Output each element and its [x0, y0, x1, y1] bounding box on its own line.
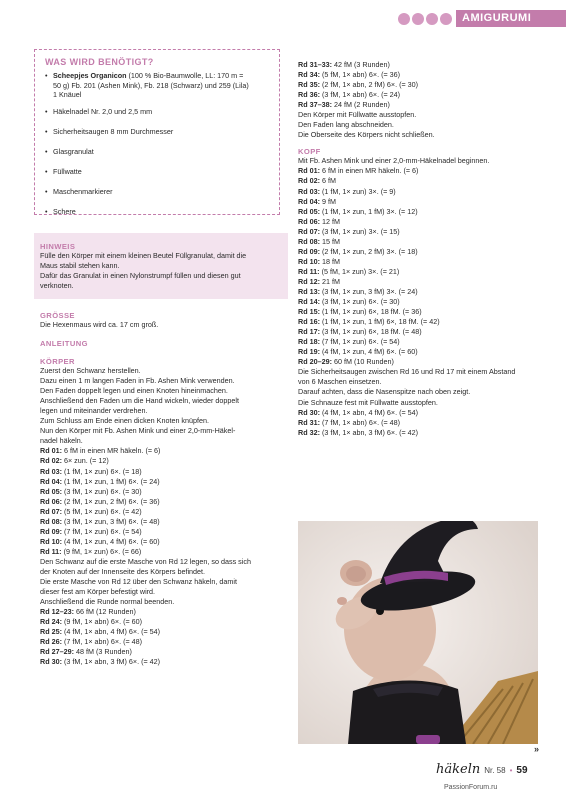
instruction-line: von 6 Maschen einsetzen.	[298, 377, 382, 387]
round-label: Rd 01:	[40, 446, 62, 456]
instruction-line: Anschließend die Runde normal beenden.	[40, 597, 175, 607]
round-row	[298, 217, 532, 227]
round-row	[298, 307, 532, 317]
round-label: Rd 25:	[40, 627, 62, 637]
round-row	[40, 617, 286, 627]
round-label: Rd 27–29:	[40, 647, 74, 657]
round-instruction: 6 fM	[319, 176, 336, 186]
round-label: Rd 12:	[298, 276, 320, 286]
round-row	[40, 477, 286, 487]
round-label: Rd 35:	[298, 80, 320, 90]
round-row	[40, 537, 286, 547]
round-label: Rd 03:	[298, 186, 320, 196]
round-label: Rd 03:	[40, 466, 62, 476]
round-row	[298, 60, 532, 70]
round-instruction: 21 fM	[319, 276, 340, 286]
instruction-line: Zum Schluss am Ende einen dicken Knoten knüpfen.	[40, 416, 210, 426]
round-label: Rd 05:	[298, 206, 320, 216]
materials-item: • Häkelnadel Nr. 2,0 und 2,5 mm	[45, 107, 271, 117]
round-row	[298, 347, 532, 357]
witch-mouse-illustration	[298, 521, 538, 744]
instruction-line: Den Faden doppelt legen und einen Knoten hineinmachen.	[40, 386, 228, 396]
round-label: Rd 12–23:	[40, 607, 74, 617]
round-row	[40, 657, 286, 667]
round-row	[298, 327, 532, 337]
round-row	[40, 456, 286, 466]
instruction-line: Die Schnauze fest mit Füllwatte ausstopfen.	[298, 397, 438, 407]
body-intro	[40, 366, 286, 446]
round-instruction: (9 fM, 1× abn) 6×. (= 60)	[61, 617, 143, 627]
round-instruction: 6× zun. (= 12)	[61, 456, 109, 466]
instruction-line: der Knoten auf der Innenseite des Körpers befindet.	[40, 566, 206, 576]
round-row	[40, 517, 286, 527]
round-label: Rd 01:	[298, 166, 320, 176]
left-column	[40, 311, 286, 667]
round-instruction: (1 fM, 1× zun, 1 fM) 3×. (= 12)	[319, 206, 418, 216]
round-instruction: (4 fM, 1× abn, 4 fM) 6×. (= 54)	[61, 627, 161, 637]
round-instruction: (3 fM, 1× zun, 3 fM) 6×. (= 48)	[61, 516, 160, 526]
page-number: 59	[516, 765, 528, 776]
materials-item: • Glasgranulat	[45, 147, 271, 157]
round-label: Rd 08:	[40, 516, 62, 526]
round-instruction: (7 fM, 1× abn) 6×. (= 48)	[319, 417, 401, 427]
round-row	[40, 607, 286, 617]
round-instruction: (4 fM, 1× zun, 4 fM) 6×. (= 60)	[61, 536, 160, 546]
round-row	[298, 418, 532, 428]
round-label: Rd 34:	[298, 70, 320, 80]
materials-list	[45, 71, 271, 216]
round-row	[298, 207, 532, 217]
instruction-line: nadel häkeln.	[40, 436, 83, 446]
yarn-desc-1: (100 % Bio-Baumwolle, LL: 170 m =	[126, 71, 244, 80]
round-label: Rd 07:	[298, 226, 320, 236]
round-label: Rd 24:	[40, 617, 62, 627]
watermark: PassionForum.ru	[444, 784, 498, 791]
instruction-line: Den Körper mit Füllwatte ausstopfen.	[298, 110, 417, 120]
instruction-line: Nun den Körper mit Fb. Ashen Mink und einer 2,0-mm-Häkel-	[40, 426, 236, 436]
round-instruction: 12 fM	[319, 216, 340, 226]
round-instruction: (3 fM, 1× zun) 6×, 18 fM. (= 48)	[319, 327, 422, 337]
round-row	[40, 647, 286, 657]
materials-item: • Sicherheitsaugen 8 mm Durchmesser	[45, 127, 271, 137]
hint-title: HINWEIS	[40, 242, 76, 251]
instruction-line: Darauf achten, dass die Nasenspitze nach oben zeigt.	[298, 387, 471, 397]
round-instruction: (1 fM, 1× zun, 1 fM) 6×. (= 24)	[61, 476, 160, 486]
body-rows-2	[40, 607, 286, 667]
instruction-line: Die Oberseite des Körpers nicht schließen.	[298, 130, 435, 140]
round-instruction: (3 fM, 1× zun, 3 fM) 3×. (= 24)	[319, 286, 418, 296]
round-row	[298, 267, 532, 277]
round-label: Rd 32:	[298, 427, 320, 437]
body-rows-1	[40, 446, 286, 557]
round-instruction: (3 fM, 1× abn) 6×. (= 24)	[319, 90, 401, 100]
round-instruction: (7 fM, 1× zun) 6×. (= 54)	[61, 526, 142, 536]
body-end-note	[298, 110, 532, 140]
round-row	[298, 237, 532, 247]
round-instruction: (1 fM, 1× zun, 1 fM) 6×, 18 fM. (= 42)	[319, 317, 440, 327]
round-row	[298, 428, 532, 438]
round-instruction: 60 fM (10 Runden)	[331, 357, 394, 367]
round-label: Rd 10:	[298, 256, 320, 266]
instruction-line: Anschließend den Faden um die Hand wickeln, wieder doppelt	[40, 396, 239, 406]
instruction-line: Dazu einen 1 m langen Faden in Fb. Ashen Mink verwenden.	[40, 376, 235, 386]
hint-box	[34, 233, 288, 299]
round-row	[298, 317, 532, 327]
instruction-line: Die erste Masche von Rd 12 über den Schwanz häkeln, damit	[40, 577, 237, 587]
instruction-line: Mit Fb. Ashen Mink und einer 2,0-mm-Häkelnadel beginnen.	[298, 156, 490, 166]
section-dot	[412, 13, 424, 25]
right-column	[298, 60, 532, 438]
round-instruction: 42 fM (3 Runden)	[331, 60, 390, 69]
round-row	[298, 90, 532, 100]
round-label: Rd 02:	[40, 456, 62, 466]
round-instruction: (3 fM, 1× zun) 3×. (= 15)	[319, 226, 400, 236]
round-instruction: 9 fM	[319, 196, 336, 206]
size-title: GRÖSSE	[40, 311, 75, 320]
round-label: Rd 36:	[298, 90, 320, 100]
round-instruction: 15 fM	[319, 236, 340, 246]
round-label: Rd 14:	[298, 297, 320, 307]
materials-item: • Füllwatte	[45, 167, 271, 177]
round-label: Rd 31–33:	[298, 60, 332, 69]
round-label: Rd 10:	[40, 536, 62, 546]
round-instruction: (3 fM, 1× zun) 6×. (= 30)	[319, 297, 400, 307]
round-label: Rd 26:	[40, 637, 62, 647]
head-eyes-note	[298, 367, 532, 407]
materials-title: WAS WIRD BENÖTIGT?	[45, 57, 154, 67]
round-instruction: (7 fM, 1× zun) 6×. (= 54)	[319, 337, 400, 347]
round-label: Rd 30:	[298, 407, 320, 417]
body-rows-3	[298, 60, 532, 110]
round-row	[298, 257, 532, 267]
issue-number: Nr. 58	[484, 766, 506, 775]
head-title: KOPF	[298, 147, 321, 157]
round-label: Rd 04:	[40, 476, 62, 486]
round-instruction: (1 fM, 1× zun) 6×. (= 18)	[61, 466, 142, 476]
round-row	[40, 497, 286, 507]
hint-text-line: verknoten.	[40, 281, 74, 290]
head-rows-1	[298, 166, 532, 367]
round-label: Rd 06:	[40, 496, 62, 506]
round-row	[40, 446, 286, 456]
round-row	[298, 70, 532, 80]
round-label: Rd 15:	[298, 307, 320, 317]
round-row	[298, 80, 532, 90]
round-row	[298, 408, 532, 418]
round-row	[40, 627, 286, 637]
section-dot	[398, 13, 410, 25]
round-label: Rd 11:	[40, 546, 62, 556]
footer-separator: •	[509, 766, 513, 775]
round-row	[298, 357, 532, 367]
round-label: Rd 08:	[298, 236, 320, 246]
round-row	[40, 507, 286, 517]
round-instruction: (5 fM, 1× zun) 6×. (= 42)	[61, 506, 142, 516]
round-row	[298, 100, 532, 110]
section-dots	[398, 13, 452, 25]
round-label: Rd 18:	[298, 337, 320, 347]
round-label: Rd 37–38:	[298, 100, 332, 110]
hint-text-line: Dafür das Granulat in einen Nylonstrumpf füllen und diesen gut	[40, 271, 241, 280]
head-intro	[298, 156, 532, 166]
round-label: Rd 02:	[298, 176, 320, 186]
round-instruction: (2 fM, 1× abn, 2 fM) 6×. (= 30)	[319, 80, 419, 90]
yarn-desc-3: 1 Knäuel	[53, 90, 82, 99]
round-label: Rd 09:	[40, 526, 62, 536]
instruction-line: Die Sicherheitsaugen zwischen Rd 16 und Rd 17 mit einem Abstand	[298, 367, 516, 377]
instruction-line: legen und miteinander verdrehen.	[40, 406, 148, 416]
round-instruction: 6 fM in einen MR häkeln. (= 6)	[319, 166, 419, 176]
round-label: Rd 31:	[298, 417, 320, 427]
round-instruction: (9 fM, 1× zun) 6×. (= 66)	[61, 546, 142, 556]
round-instruction: (4 fM, 1× zun, 4 fM) 6×. (= 60)	[319, 347, 418, 357]
round-row	[298, 297, 532, 307]
round-instruction: (3 fM, 1× abn, 3 fM) 6×. (= 42)	[61, 657, 161, 667]
head-rows-2	[298, 408, 532, 438]
round-label: Rd 09:	[298, 246, 320, 256]
round-instruction: (1 fM, 1× zun) 3×. (= 9)	[319, 186, 396, 196]
round-label: Rd 11:	[298, 266, 320, 276]
yarn-desc-2: 50 g) Fb. 201 (Ashen Mink), Fb. 218 (Schwarz) und 259 (Lila)	[53, 80, 249, 90]
round-row	[298, 176, 532, 186]
instruction-line: Den Schwanz auf die erste Masche von Rd 12 legen, so dass sich	[40, 556, 251, 566]
hint-text-line: Maus stabil stehen kann.	[40, 261, 120, 270]
round-row	[298, 187, 532, 197]
instructions-title: ANLEITUNG	[40, 339, 88, 349]
round-instruction: (2 fM, 1× zun, 2 fM) 3×. (= 18)	[319, 246, 418, 256]
round-label: Rd 13:	[298, 286, 320, 296]
round-label: Rd 05:	[40, 486, 62, 496]
round-label: Rd 20–29:	[298, 357, 332, 367]
round-row	[298, 277, 532, 287]
round-instruction: (3 fM, 1× abn, 3 fM) 6×. (= 42)	[319, 427, 419, 437]
hint-text-line: Fülle den Körper mit einem kleinen Beutel Füllgranulat, damit die	[40, 251, 247, 260]
round-row	[298, 247, 532, 257]
round-row	[40, 637, 286, 647]
round-row	[298, 166, 532, 176]
round-instruction: 24 fM (2 Runden)	[331, 100, 390, 110]
round-instruction: 18 fM	[319, 256, 340, 266]
round-instruction: (3 fM, 1× zun) 6×. (= 30)	[61, 486, 142, 496]
round-label: Rd 07:	[40, 506, 62, 516]
materials-box	[34, 49, 280, 215]
round-instruction: (5 fM, 1× zun) 3×. (= 21)	[319, 266, 400, 276]
section-dot	[426, 13, 438, 25]
materials-item: • Maschenmarkierer	[45, 187, 271, 197]
section-header-bar	[456, 10, 566, 27]
magazine-logo: häkeln	[436, 762, 481, 777]
round-row	[40, 527, 286, 537]
materials-item-yarn	[45, 71, 271, 100]
continue-arrow: »	[534, 744, 540, 754]
round-label: Rd 04:	[298, 196, 320, 206]
amigurumi-photo	[298, 521, 538, 744]
round-instruction: 6 fM in einen MR häkeln. (= 6)	[61, 446, 161, 456]
round-instruction: (1 fM, 1× zun) 6×, 18 fM. (= 36)	[319, 307, 422, 317]
round-instruction: (5 fM, 1× abn) 6×. (= 36)	[319, 70, 401, 80]
round-instruction: (2 fM, 1× zun, 2 fM) 6×. (= 36)	[61, 496, 160, 506]
round-row	[40, 487, 286, 497]
round-row	[40, 467, 286, 477]
round-row	[298, 197, 532, 207]
round-row	[298, 337, 532, 347]
round-label: Rd 16:	[298, 317, 320, 327]
yarn-brand: Scheepjes Organicon	[53, 71, 127, 80]
page-footer	[436, 762, 528, 777]
materials-item: • Schere	[45, 207, 271, 217]
body-tail-note	[40, 557, 286, 607]
instruction-line: Zuerst den Schwanz herstellen.	[40, 366, 141, 376]
round-label: Rd 17:	[298, 327, 320, 337]
size-text: Die Hexenmaus wird ca. 17 cm groß.	[40, 320, 159, 329]
instruction-line: dieser fest am Körper befestigt wird.	[40, 587, 156, 597]
round-instruction: 48 fM (3 Runden)	[73, 647, 132, 657]
round-label: Rd 19:	[298, 347, 320, 357]
round-row	[40, 547, 286, 557]
round-instruction: (7 fM, 1× abn) 6×. (= 48)	[61, 637, 143, 647]
round-instruction: (4 fM, 1× abn, 4 fM) 6×. (= 54)	[319, 407, 419, 417]
instruction-line: Den Faden lang abschneiden.	[298, 120, 394, 130]
round-label: Rd 30:	[40, 657, 62, 667]
section-header-title: AMIGURUMI	[462, 12, 532, 24]
round-row	[298, 227, 532, 237]
body-title: KÖRPER	[40, 357, 75, 367]
round-instruction: 66 fM (12 Runden)	[73, 607, 136, 617]
section-dot	[440, 13, 452, 25]
round-row	[298, 287, 532, 297]
round-label: Rd 06:	[298, 216, 320, 226]
